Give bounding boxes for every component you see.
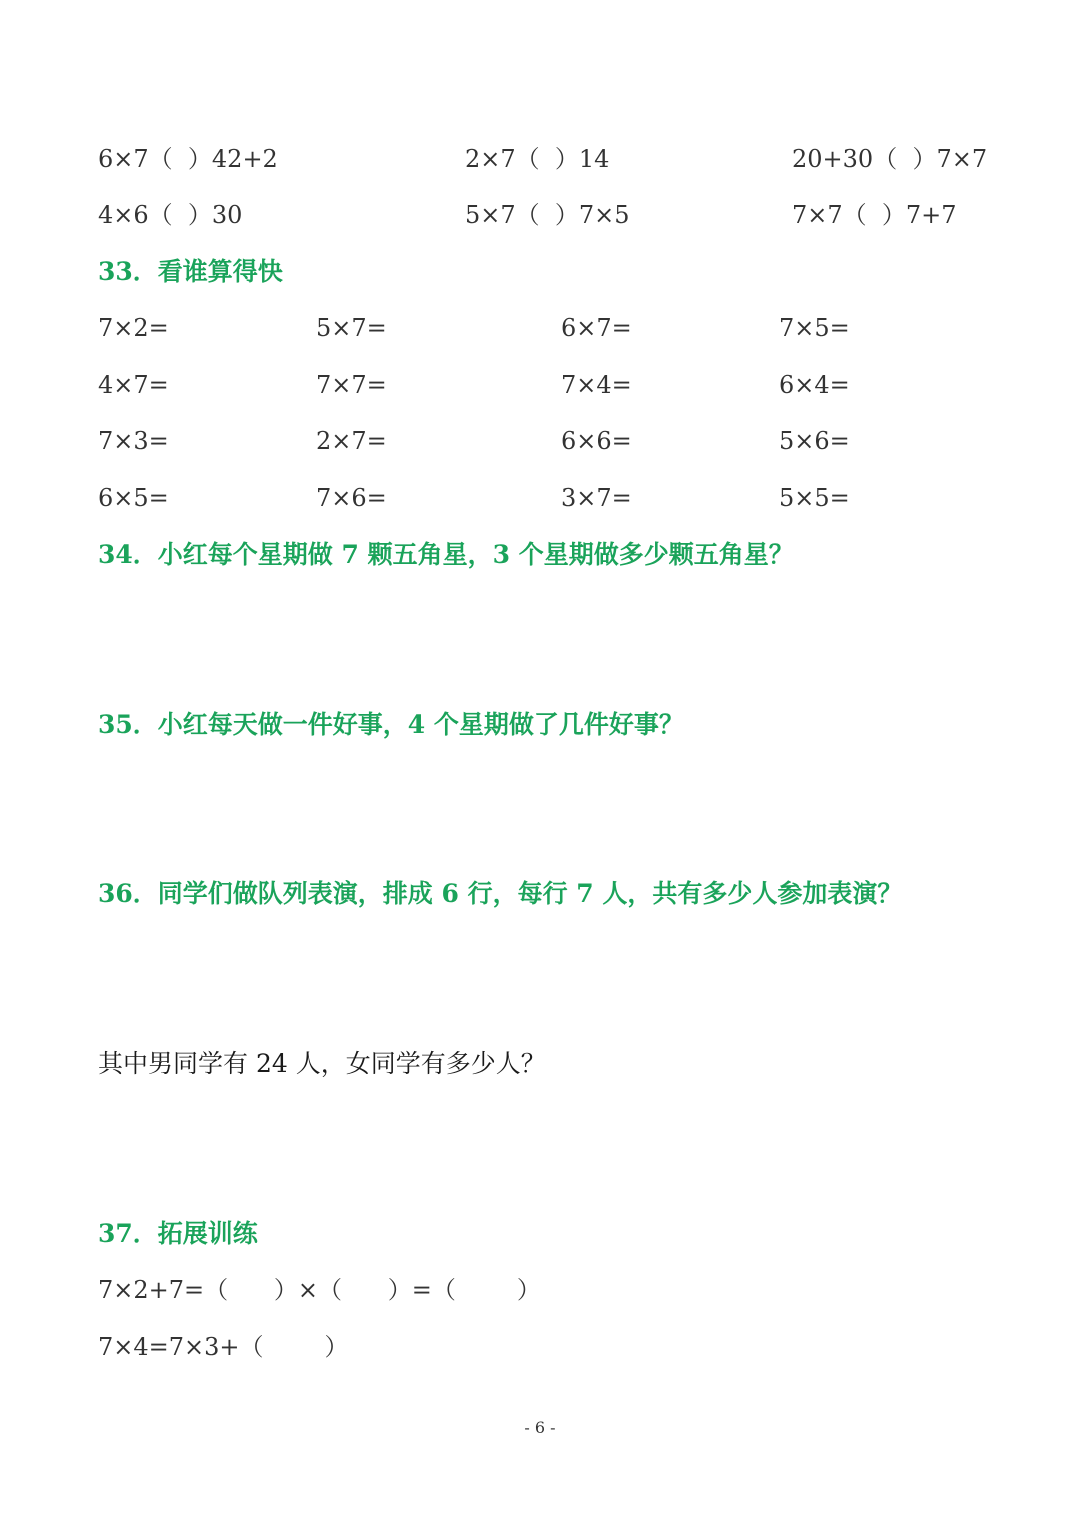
calc-item: 5×5=: [779, 484, 850, 512]
calc-item: 6×4=: [779, 371, 850, 399]
question-35-heading: 35．小红每天做一件好事，4 个星期做了几件好事？: [98, 710, 684, 739]
calc-item: 6×5=: [98, 484, 169, 512]
calc-item: 5×7=: [316, 314, 387, 342]
calc-item: 2×7=: [316, 427, 387, 455]
calc-item: 7×4=: [561, 371, 632, 399]
calc-item: 4×7=: [98, 371, 169, 399]
calc-item: 3×7=: [561, 484, 632, 512]
compare-item: 5×7（ ）7×5: [465, 201, 630, 229]
compare-item: 4×6（ ）30: [98, 201, 243, 229]
compare-item: 6×7（ ）42+2: [98, 145, 278, 173]
question-37-heading: 37．拓展训练: [98, 1219, 258, 1248]
compare-item: 20+30（ ）7×7: [792, 145, 988, 173]
question-34-heading: 34．小红每个星期做 7 颗五角星，3 个星期做多少颗五角星？: [98, 540, 794, 569]
calc-row: [0, 421, 1080, 461]
question-36-followup: 其中男同学有 24 人，女同学有多少人？: [98, 1049, 546, 1078]
page-number: - 6 -: [524, 1418, 556, 1437]
calc-item: 7×6=: [316, 484, 387, 512]
calc-item: 7×7=: [316, 371, 387, 399]
calc-row: [0, 478, 1080, 518]
compare-row: [0, 139, 1080, 179]
compare-row: [0, 195, 1080, 235]
expansion-equation: 7×2+7=（ ）×（ ）=（ ）: [98, 1276, 541, 1304]
calc-item: 7×2=: [98, 314, 169, 342]
expansion-line: [0, 1270, 1080, 1310]
expansion-line: [0, 1327, 1080, 1367]
compare-item: 7×7（ ）7+7: [792, 201, 957, 229]
question-33-heading: 33．看谁算得快: [98, 257, 283, 286]
question-36-heading: 36．同学们做队列表演，排成 6 行，每行 7 人，共有多少人参加表演？: [98, 879, 903, 908]
calc-item: 5×6=: [779, 427, 850, 455]
compare-item: 2×7（ ）14: [465, 145, 610, 173]
expansion-equation: 7×4=7×3+（ ）: [98, 1333, 349, 1361]
calc-row: [0, 308, 1080, 348]
calc-item: 6×7=: [561, 314, 632, 342]
calc-item: 7×5=: [779, 314, 850, 342]
calc-row: [0, 365, 1080, 405]
calc-item: 6×6=: [561, 427, 632, 455]
calc-item: 7×3=: [98, 427, 169, 455]
